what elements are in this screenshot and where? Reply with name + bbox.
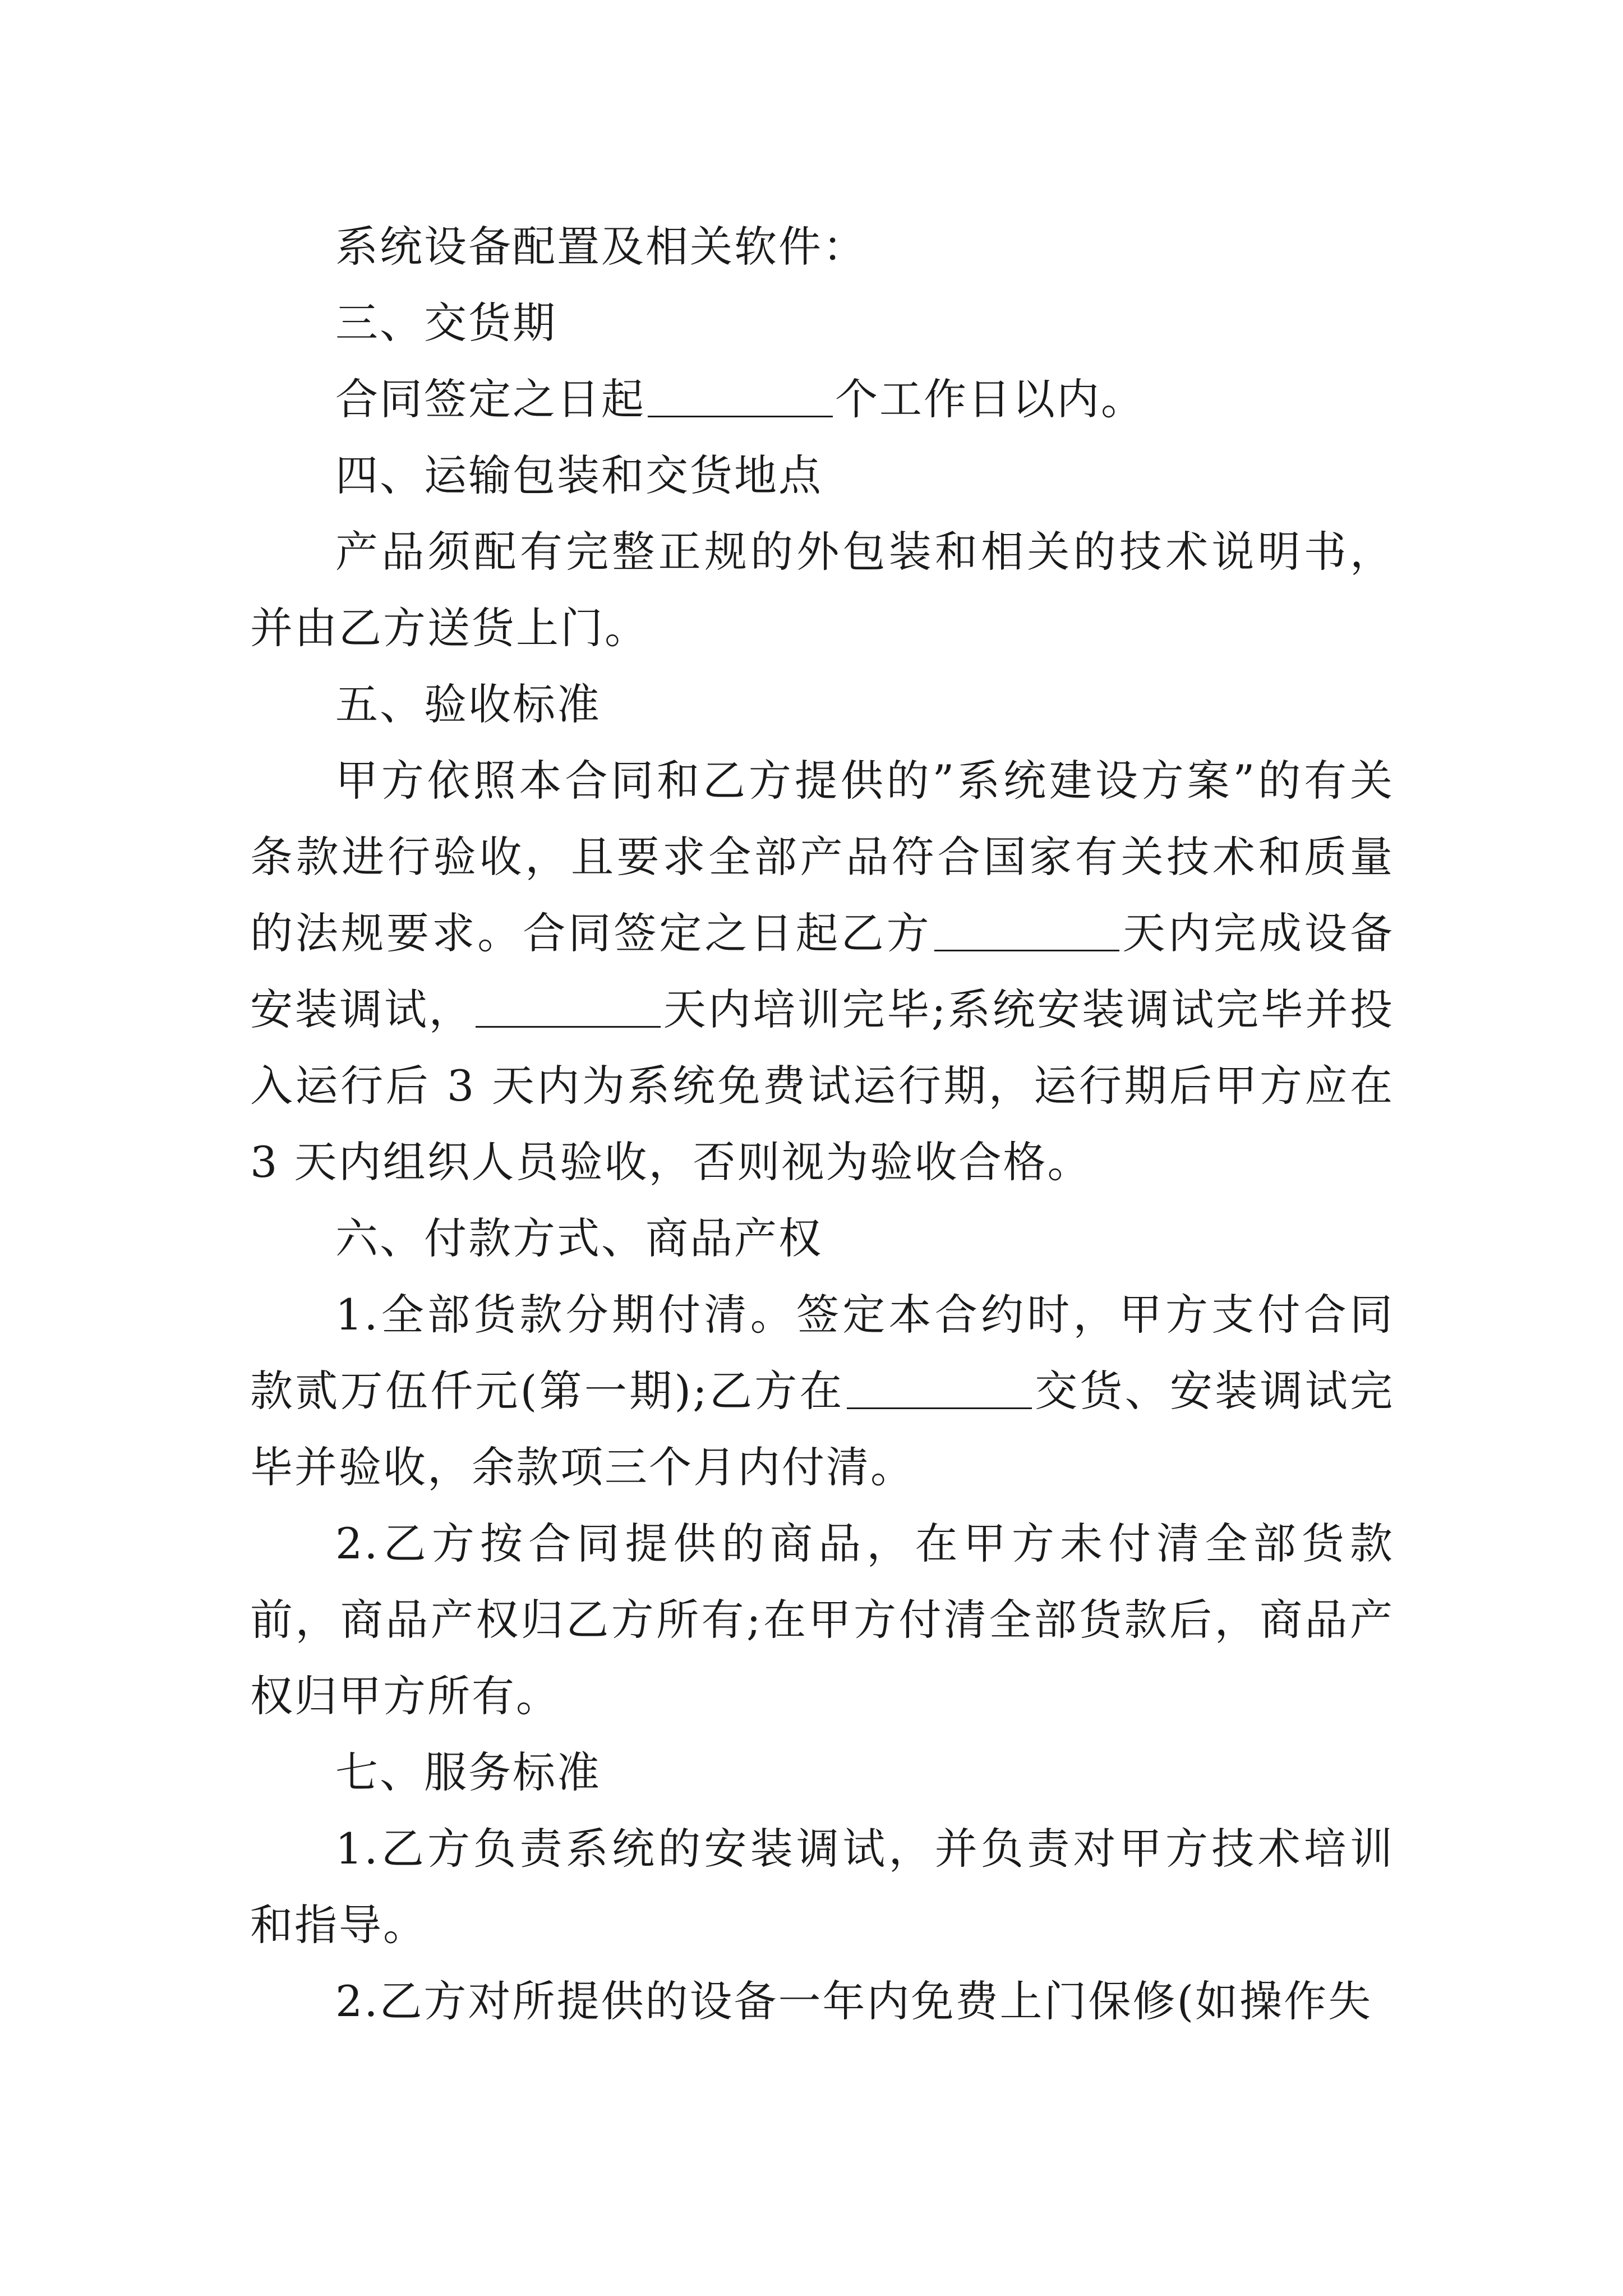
paragraph-delivery-period (250, 361, 1394, 438)
paragraph-service-1 (250, 1811, 1394, 1963)
text-segment: 1.全部货款分期付清。签定本合约时，甲方支付合同款贰万伍仟元(第一期);乙方在 (250, 1290, 1394, 1416)
text-segment: 产品须配有完整正规的外包装和相关的技术说明书，并由乙方送货上门。 (250, 527, 1394, 653)
section-heading-transport-packaging (250, 438, 1394, 514)
text-segment: 交货、安装调试完毕并验收，余款项三个月内付清。 (250, 1366, 1395, 1492)
section-heading-acceptance (250, 666, 1394, 743)
document-body (250, 209, 1394, 2040)
paragraph-equipment-config (250, 209, 1394, 285)
paragraph-acceptance (250, 743, 1394, 1200)
text-segment: 四、运输包装和交货地点 (335, 450, 823, 500)
text-segment: 个工作日以内。 (835, 374, 1145, 424)
section-heading-delivery-period (250, 285, 1394, 361)
fill-in-blank (476, 987, 661, 1028)
text-segment: 2.乙方按合同提供的商品，在甲方未付清全部货款前，商品产权归乙方所有;在甲方付清全部货款后，商品产权归甲方所有。 (250, 1519, 1394, 1721)
fill-in-blank (847, 1368, 1032, 1409)
section-heading-payment (250, 1200, 1394, 1277)
paragraph-service-2 (250, 1963, 1394, 2040)
fill-in-blank (934, 910, 1119, 951)
text-segment: 天内完成设备安装调试， (250, 908, 1395, 1034)
fill-in-blank (648, 376, 833, 417)
paragraph-transport-packaging (250, 514, 1394, 666)
section-heading-service (250, 1734, 1394, 1811)
text-segment: 六、付款方式、商品产权 (335, 1213, 823, 1263)
text-segment: 2.乙方对所提供的设备一年内免费上门保修(如操作失 (335, 1976, 1373, 2026)
text-segment: 系统设备配置及相关软件： (335, 222, 867, 272)
text-segment: 七、服务标准 (335, 1747, 601, 1797)
text-segment: 甲方依照本合同和乙方提供的”系统建设方案”的有关条款进行验收，且要求全部产品符合国家有关技术和质量的法规要求。合同签定之日起乙方 (250, 756, 1394, 958)
text-segment: 五、验收标准 (335, 679, 601, 729)
text-segment: 1.乙方负责系统的安装调试，并负责对甲方技术培训和指导。 (250, 1824, 1394, 1950)
text-segment: 合同签定之日起 (335, 374, 645, 424)
paragraph-payment-2 (250, 1506, 1394, 1734)
text-segment: 三、交货期 (335, 298, 557, 348)
text-segment: 天内培训完毕;系统安装调试完毕并投入运行后 3 天内为系统免费试运行期，运行期后甲方应在 3 天内组织人员验收，否则视为验收合格。 (250, 984, 1395, 1187)
paragraph-payment-1 (250, 1277, 1394, 1506)
